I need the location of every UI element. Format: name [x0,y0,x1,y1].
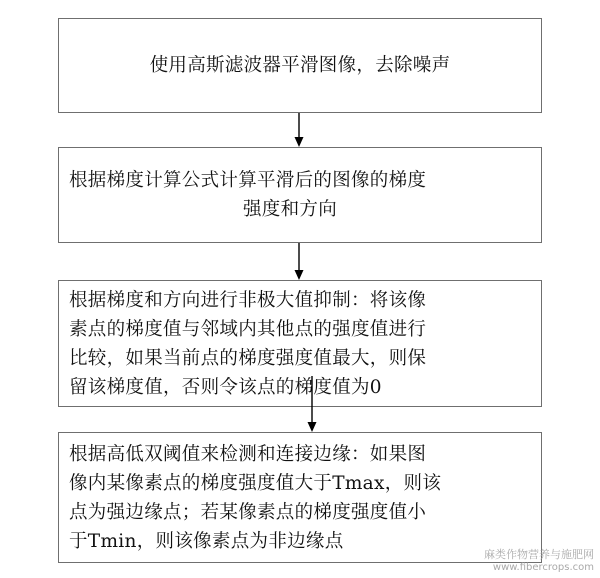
step-3-text [59,286,426,402]
step-2-line-2: 强度和方向 [243,199,338,220]
watermark-title: 麻类作物营养与施肥网 [484,548,594,561]
step-2-box [58,147,542,243]
arrow-step2-to-step3 [295,243,304,280]
step-4-line-1: 根据高低双阈值来检测和连接边缘：如果图 [69,443,427,465]
step-2-text [59,166,426,224]
step-3-line-4: 留该梯度值，否则令该点的梯度值为0 [69,376,382,398]
arrow-step1-to-step2 [295,113,304,147]
step-1-line-1: 使用高斯滤波器平滑图像，去除噪声 [149,55,451,76]
step-3-box [58,280,542,407]
step-4-line-3: 点为强边缘点；若某像素点的梯度强度值小 [69,501,427,523]
step-4-line-2: 像内某像素点的梯度强度值大于Tmax，则该 [69,472,442,494]
step-4-line-4: 于Tmin，则该像素点为非边缘点 [69,530,344,552]
step-2-line-1: 根据梯度计算公式计算平滑后的图像的梯度 [69,170,427,191]
watermark-url: www.fibercrops.com [492,562,594,573]
step-3-line-1: 根据梯度和方向进行非极大值抑制：将该像 [69,289,427,311]
site-watermark [484,548,594,574]
step-4-box [58,432,542,563]
step-1-text [150,51,451,80]
step-1-box [58,18,542,113]
step-4-text [59,440,441,556]
step-3-line-2: 素点的梯度值与邻域内其他点的强度值进行 [69,318,427,340]
step-3-line-3: 比较，如果当前点的梯度强度值最大，则保 [69,347,427,369]
